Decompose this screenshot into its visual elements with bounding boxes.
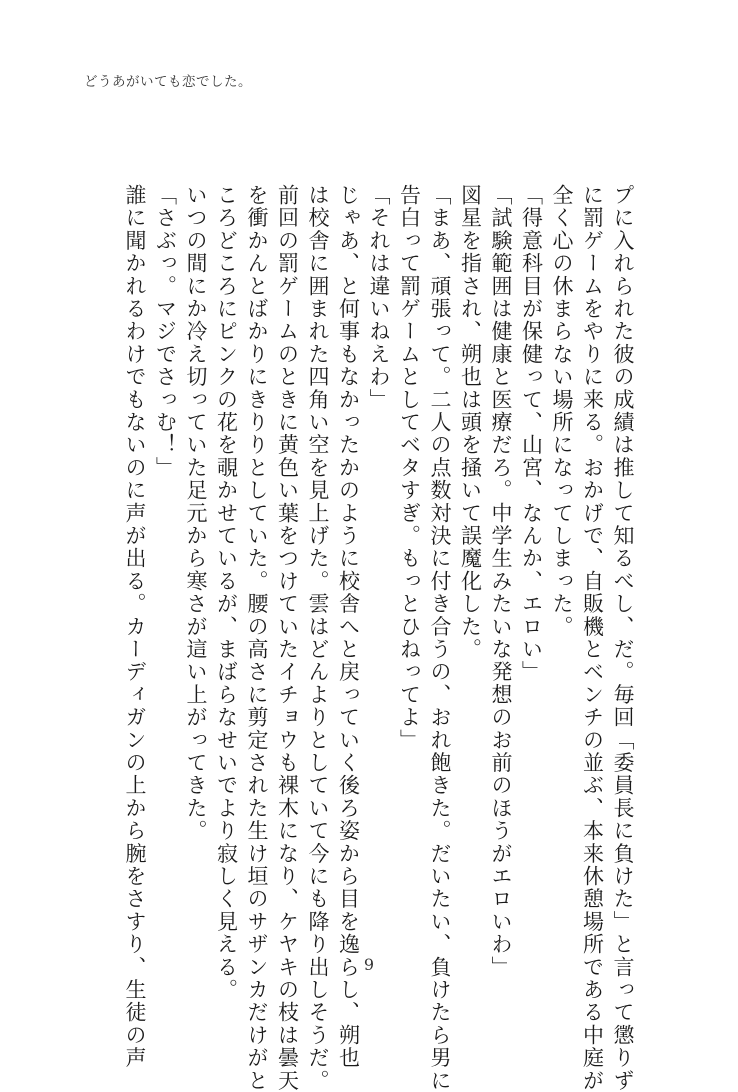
text-line: 前回の罰ゲームのときに黄色い葉をつけていたイチョウも裸木になり、ケヤキの枝は曇天: [275, 184, 300, 1092]
text-line: ころどころにピンクの花を覗かせているが、まばらなせいでより寂しく見える。: [214, 184, 239, 1002]
text-line: を衝かんとばかりにきりりとしていた。腰の高さに剪定された生け垣のサザンカだけがと: [245, 184, 269, 1092]
page-number: 9: [363, 955, 375, 974]
text-line: は校舎に囲まれた四角い空を見上げた。雲はどんよりとしていて今にも降り出しそうだ。: [306, 184, 330, 1092]
text-line: 「試験範囲は健康と医療だろ。中学生みたいな発想のお前のほうがエロいわ」: [489, 184, 513, 979]
text-line: 告白って罰ゲームとしてベタすぎ。もっとひねってよ」: [397, 184, 422, 752]
text-line: 誰に聞かれるわけでもないのに声が出る。カーディガンの上から腕をさすり、生徒の声: [123, 184, 147, 1070]
text-line: 全く心の休まらない場所になってしまった。: [550, 184, 574, 638]
text-line: 「得意科目が保健って、山宮、なんか、エロい」: [519, 184, 544, 684]
text-line: 「さぶっ。マジでさっむ！」: [153, 184, 178, 480]
text-line: 図星を指され、朔也は頭を掻いて誤魔化した。: [458, 184, 483, 661]
text-line: に罰ゲームをやりに来る。おかげで、自販機とベンチの並ぶ、本来休憩場所である中庭が: [580, 184, 605, 1092]
vertical-text-body: [120, 184, 639, 1092]
text-line: いつの間にか冷え切っていた足元から寒さが這い上がってきた。: [184, 184, 208, 843]
text-line: プに入れられた彼の成績は推して知るべし、だ。毎回「委員長に負けた」と言って懲りず: [611, 184, 635, 1092]
text-line: 「それは違いねえわ」: [367, 184, 391, 411]
text-line: じゃあ、と何事もなかったかのように校舎へと戻っていく後ろ姿から目を逸らし、朔也: [336, 184, 361, 1070]
running-header-title: どうあがいても恋でした。: [84, 74, 252, 90]
text-line: 「まあ、頑張って。二人の点数対決に付き合うの、おれ飽きた。だいたい、負けたら男に: [428, 184, 452, 1092]
